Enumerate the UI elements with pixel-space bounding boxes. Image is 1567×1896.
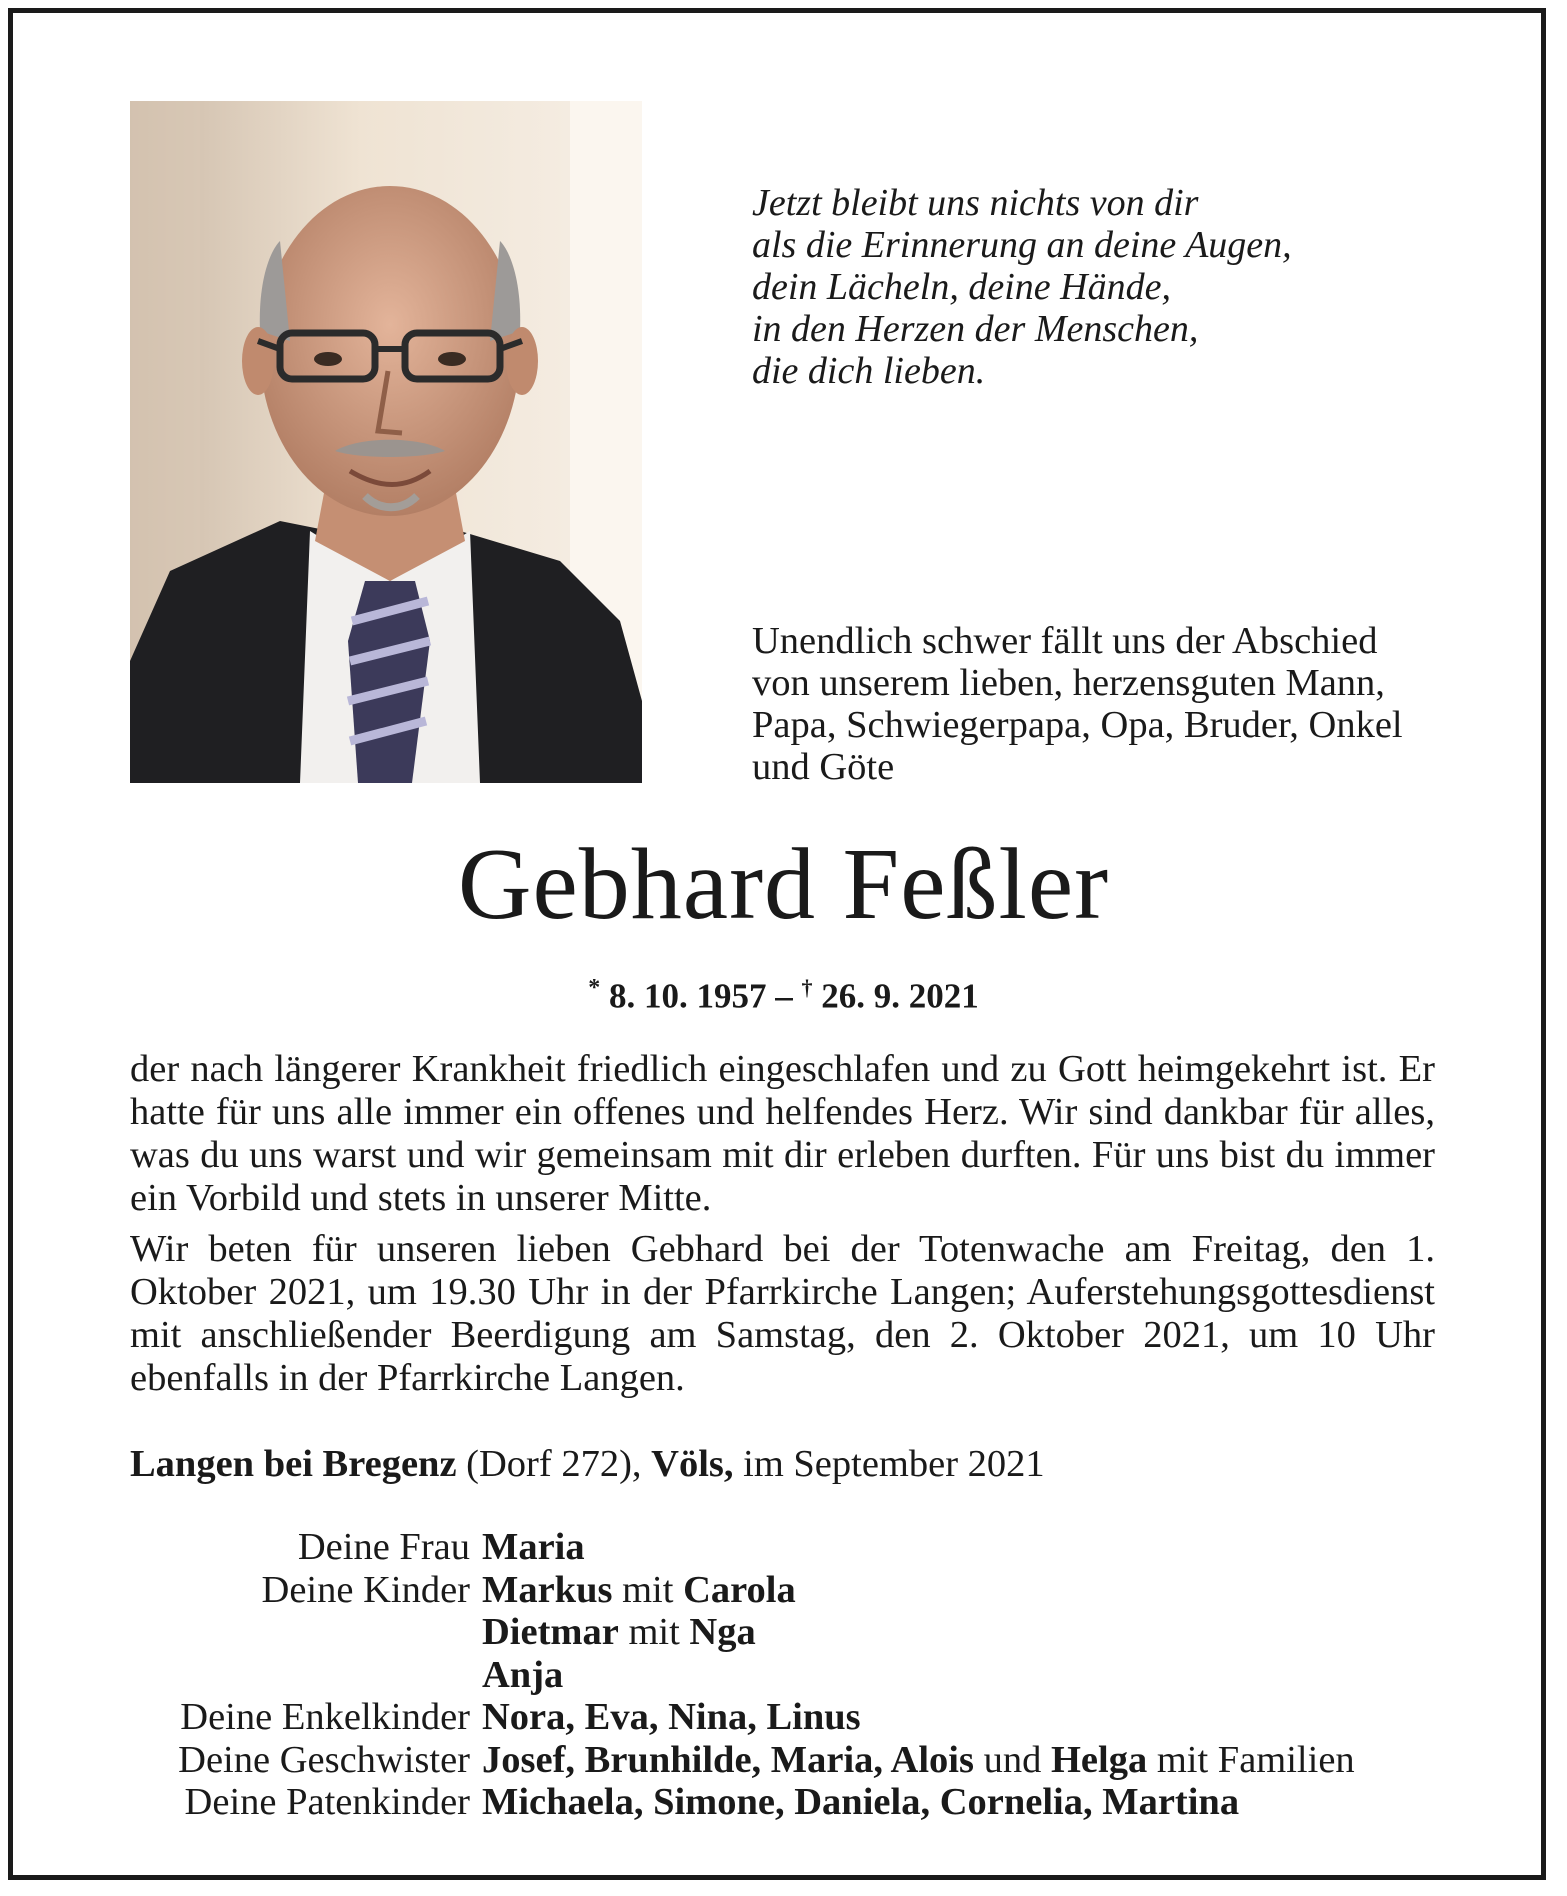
relation-label: Deine Enkelkinder [180,1696,470,1738]
connector: mit [628,1611,680,1653]
mourner-name: Michaela, Simone, Daniela, Cornelia, Martina [482,1781,1240,1823]
relation-label: Deine Geschwister [178,1738,470,1781]
mourner-row [130,1781,1460,1824]
place-date: im September 2021 [743,1443,1045,1485]
intro-line: Papa, Schwiegerpapa, Opa, Bruder, Onkel [752,704,1403,746]
mourner-row [130,1569,1460,1612]
place-and-date [130,1442,1435,1486]
town: Langen bei Bregenz [130,1443,457,1485]
mourner-row [130,1654,1460,1697]
intro-text [752,620,1452,788]
intro-line: Unendlich schwer fällt uns der Abschied [752,620,1378,662]
deceased-name: Gebhard Feßler [457,828,1110,941]
life-dates [0,968,1567,1017]
poem-line: die dich lieben. [752,350,986,392]
mourner-name: Anja [482,1653,564,1696]
mourner-name: Markus [482,1568,613,1611]
poem-line: in den Herzen der Menschen, [752,308,1199,350]
connector: und [983,1738,1042,1781]
address: (Dorf 272), [466,1443,642,1485]
intro-line: von unserem lieben, herzensguten Mann, [752,662,1385,704]
poem-line: als die Erinnerung an deine Augen, [752,224,1292,266]
mourner-name: Nora, Eva, Nina, Linus [482,1696,861,1738]
poem [752,182,1452,392]
poem-line: dein Lächeln, deine Hände, [752,266,1171,308]
mourner-name: Maria [482,1526,585,1568]
birth-date: 8. 10. 1957 [609,976,767,1016]
birth-symbol: * [588,975,601,1001]
mourner-row [130,1739,1460,1782]
mourner-row [130,1696,1460,1739]
mourner-row [130,1611,1460,1654]
intro-line: und Göte [752,746,895,788]
obituary-body [130,1048,1435,1408]
relation-label: Deine Patenkinder [184,1781,470,1823]
mourner-row [130,1526,1460,1569]
date-separator: – [775,976,793,1016]
connector: mit [622,1568,674,1611]
mourner-name: Nga [689,1611,756,1653]
mourner-name: Dietmar [482,1611,619,1653]
connector: mit Familien [1156,1738,1355,1781]
death-symbol: † [801,975,813,1000]
poem-line: Jetzt bleibt uns nichts von dir [752,182,1199,224]
mourner-name: Josef, Brunhilde, Maria, Alois [482,1738,974,1781]
death-date: 26. 9. 2021 [821,976,979,1016]
portrait-photo [130,101,642,783]
body-paragraph: der nach längerer Krankheit friedlich eingeschlafen und zu Gott heimgekehrt ist. Er hatte für uns alle immer ein offenes und helfendes Herz. Wir sind dankbar für alles, was du uns warst und wir gemeinsam mit dir erleben durften. Für uns bist du immer ein Vorbild und stets in unserer Mitte. [130,1048,1435,1219]
relation-label: Deine Kinder [261,1568,470,1611]
mourner-name: Helga [1050,1738,1148,1781]
mourners-list [130,1526,1460,1824]
mourner-name: Carola [683,1568,796,1611]
town-2: Völs, [651,1443,734,1485]
portrait-illustration [130,101,642,783]
body-paragraph: Wir beten für unseren lieben Gebhard bei der Totenwache am Freitag, den 1. Oktober 2021, um 19.30 Uhr in der Pfarrkirche Langen; Auferstehungsgottesdienst mit anschließender Beerdigung am Samstag, den 2. Oktober 2021, um 10 Uhr ebenfalls in der Pfarrkirche Langen. [130,1228,1435,1399]
relation-label: Deine Frau [297,1526,470,1568]
